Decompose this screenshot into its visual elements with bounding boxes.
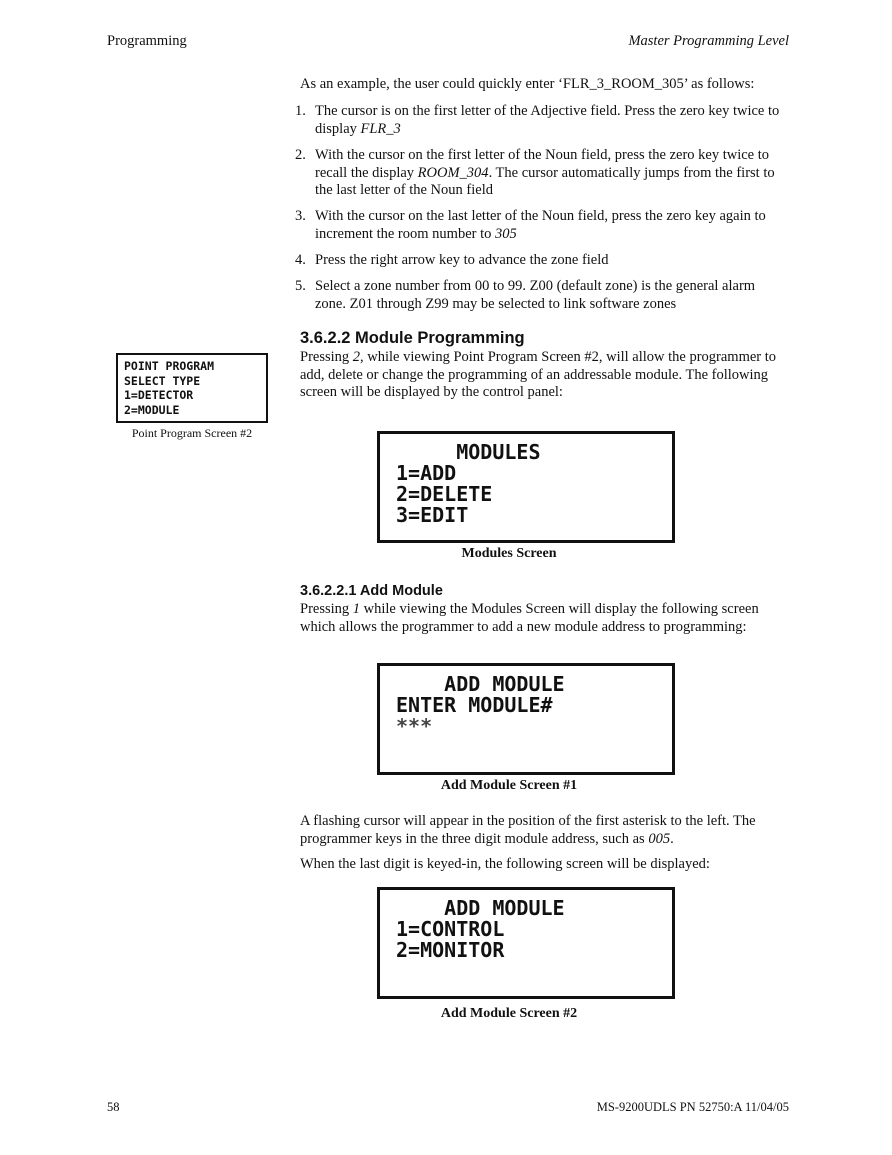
lcd-line: 2=MODULE [124, 402, 180, 417]
add-module-screen-2-caption: Add Module Screen #2 [440, 1006, 578, 1021]
add-module-lcd-screen-2 [377, 887, 675, 999]
lcd-line: POINT PROGRAM [124, 359, 215, 373]
lcd-line: 2=MONITOR [396, 938, 505, 962]
lcd-line: ADD MODULE [396, 896, 565, 920]
lcd-line: 1=DETECTOR [124, 388, 194, 402]
lcd-line: 1=CONTROL [396, 917, 505, 941]
step-number: 1. [295, 103, 306, 119]
step-number: 2. [295, 147, 306, 163]
header-chapter-title: Master Programming Level [628, 33, 789, 49]
document-id: MS-9200UDLS PN 52750:A 11/04/05 [596, 1100, 789, 1114]
header-section-title: Programming [107, 33, 187, 49]
step-emphasis: 305 [495, 225, 517, 242]
step-text: The cursor is on the first letter of the Adjective field. Press the zero key twice to display FLR_3 [315, 103, 780, 137]
lcd-line: 2=DELETE [396, 482, 493, 506]
modules-lcd-screen [377, 431, 675, 543]
add-module-paragraph: Pressing 1 while viewing the Modules Screen will display the following screen which allows the programmer to add a new module address to programming: [300, 601, 759, 635]
step-text: With the cursor on the first letter of the Noun field, press the zero key twice to recall the display ROOM_304. The cursor automatically jumps from the first to the last letter of the Noun field [315, 147, 775, 198]
step-text: With the cursor on the last letter of the Noun field, press the zero key again to increment the room number to 305 [315, 208, 766, 242]
page-number: 58 [107, 1100, 120, 1114]
add-module-screen-1-caption: Add Module Screen #1 [440, 778, 578, 793]
lcd-line: ENTER MODULE# [396, 693, 553, 717]
section-heading-add-module: 3.6.2.2.1 Add Module [300, 583, 443, 599]
step-text: Select a zone number from 00 to 99. Z00 (default zone) is the general alarm zone. Z01 through Z99 may be selected to link software zones [315, 278, 756, 312]
point-program-caption: Point Program Screen #2 [131, 426, 253, 440]
module-programming-paragraph: Pressing 2, while viewing Point Program Screen #2, will allow the programmer to add, delete or change the programming of an addressable module. The following screen will be displayed by the control panel: [300, 349, 777, 400]
step-number: 4. [295, 252, 306, 268]
add-module-lcd-screen-1 [377, 663, 675, 775]
step-number: 5. [295, 278, 306, 294]
lcd-line: 3=EDIT [396, 503, 469, 527]
lcd-line: 1=ADD [396, 461, 457, 485]
step-emphasis: FLR_3 [360, 120, 401, 137]
section-heading-module-programming: 3.6.2.2 Module Programming [300, 329, 525, 347]
step-emphasis: ROOM_304 [417, 164, 489, 181]
last-digit-paragraph: When the last digit is keyed-in, the following screen will be displayed: [300, 856, 710, 872]
intro-paragraph: As an example, the user could quickly enter ‘FLR_3_ROOM_305’ as follows: [300, 76, 755, 92]
modules-screen-caption: Modules Screen [461, 546, 557, 561]
point-program-lcd-screen [116, 353, 268, 423]
flashing-cursor-paragraph: A flashing cursor will appear in the position of the first asterisk to the left. The programmer keys in the three digit module address, such as 005. [300, 813, 756, 847]
lcd-asterisk-line: *** [396, 714, 433, 738]
step-text: Press the right arrow key to advance the zone field [315, 252, 609, 268]
step-number: 3. [295, 208, 306, 224]
lcd-line: MODULES [396, 440, 541, 464]
lcd-line: SELECT TYPE [124, 373, 201, 388]
lcd-line: ADD MODULE [396, 672, 565, 696]
